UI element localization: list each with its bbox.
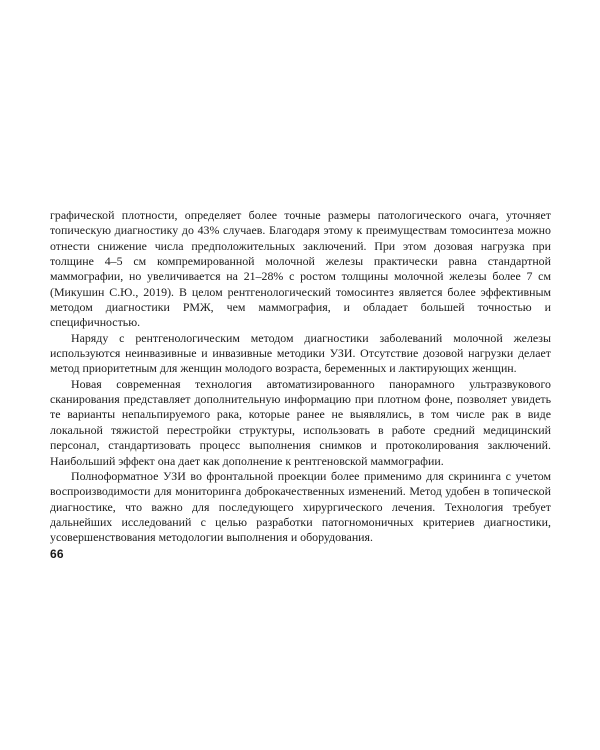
page-number: 66 xyxy=(50,547,64,561)
paragraph-continuation: графической плотности, определяет более точные размеры патологического очага, уточняет топическую диагностику до 43% случаев. Благодаря этому к преимуществам томосинтеза можно отнести снижение числа предположительных заключений. При этом дозовая нагрузка при толщине 4–5 см компремированной молочной железы практически равна стандартной маммографии, но увеличивается на 21–28% с ростом толщины молочной железы более 7 см (Микушин С.Ю., 2019). В целом рентгенологический томосинтез является более эффективным методом диагностики РМЖ, чем маммография, и обладает большей точностью и специфичностью. xyxy=(50,208,551,330)
paragraph-automated-scanning: Новая современная технология автоматизированного панорамного ультразвукового сканирования представляет дополнительную информацию при плотном фоне, позволяет увидеть те варианты непальпируемого рака, которые ранее не выявлялись, в том числе рак в виде локальной тяжистой перестройки структуры, использовать в работе средний медицинский персонал, стандартизовать процесс выполнения снимков и протоколирования заключений. Наибольший эффект она дает как дополнение к рентгеновской маммографии. xyxy=(50,376,551,468)
paragraph-fullformat-uzi: Полноформатное УЗИ во фронтальной проекции более применимо для скрининга с учетом воспроизводимости для мониторинга доброкачественных изменений. Метод удобен в топической диагностике, что важно для последующего хирургического лечения. Технология требует дальнейших исследований с целью разработки патогномоничных критериев диагностики, усовершенствования методологии выполнения и оборудования. xyxy=(50,468,551,545)
paragraph-ultrasound-methods: Наряду с рентгенологическим методом диагностики заболеваний молочной железы используются неинвазивные и инвазивные методики УЗИ. Отсутствие дозовой нагрузки делает метод приоритетным для женщин молодого возраста, беременных и лактирующих женщин. xyxy=(50,330,551,376)
body-text xyxy=(50,208,551,546)
